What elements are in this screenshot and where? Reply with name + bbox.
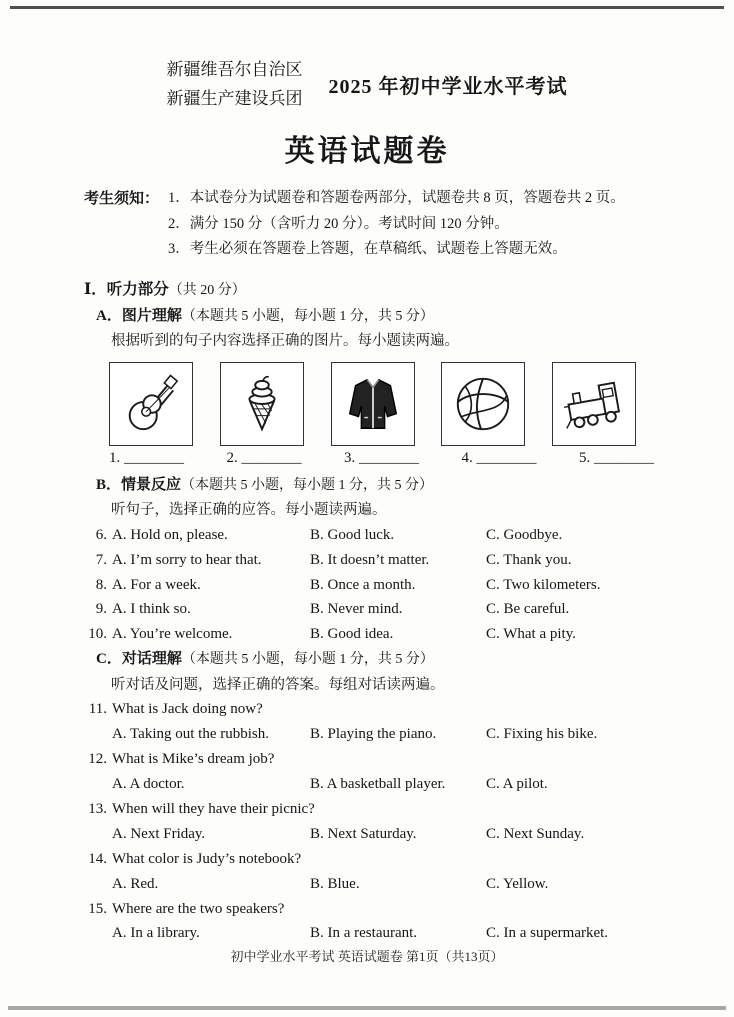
part-a-title: A．图片理解: [96, 307, 182, 324]
part-b-heading: [96, 473, 650, 499]
option-c: C. Goodbye.: [486, 526, 563, 543]
question-number: 11.: [88, 701, 107, 718]
option-b: B. A basketball player.: [310, 776, 446, 793]
option-c: C. In a supermarket.: [486, 925, 609, 942]
option-a: A. Red.: [112, 875, 159, 892]
section-1-title: Ⅰ．听力部分: [84, 281, 169, 299]
question-number: 9.: [95, 601, 107, 618]
question-row-10: [84, 622, 650, 647]
question-number: 8.: [95, 576, 107, 593]
question-row-9: [84, 597, 650, 622]
part-c-heading: [96, 647, 650, 673]
question-number: 7.: [95, 551, 107, 568]
option-a: A. Hold on, please.: [112, 526, 228, 543]
volleyball-icon: [452, 373, 514, 435]
option-a: A. A doctor.: [112, 776, 185, 793]
section-1-heading: [84, 277, 650, 303]
option-b: B. Next Saturday.: [310, 825, 417, 842]
option-b: B. In a restaurant.: [310, 925, 418, 942]
picture-options-row: [109, 362, 636, 446]
part-b-points: （本题共 5 小题，每小题 1 分，共 5 分）: [181, 477, 434, 493]
option-a: A. In a library.: [112, 925, 200, 942]
notice-item: 1．本试卷分为试题卷和答题卷两部分，试题卷共 8 页，答题卷共 2 页。: [168, 189, 625, 206]
option-a: A. For a week.: [112, 576, 201, 593]
question-row-8: [84, 573, 650, 598]
options-row-12: [84, 772, 650, 797]
question-row-13: [84, 797, 650, 822]
answer-blank-1: 1. ________: [109, 449, 184, 466]
question-text: What color is Judy’s notebook?: [112, 850, 302, 867]
picture-option-2: [220, 362, 304, 446]
option-b: B. Blue.: [310, 875, 360, 892]
part-c-instruction: 听对话及问题，选择正确的答案。每组对话读两遍。: [111, 676, 445, 693]
notice-item: 3．考生必须在答题卷上答题，在草稿纸、试题卷上答题无效。: [168, 241, 567, 258]
org-line-2: 新疆生产建设兵团: [166, 88, 303, 108]
question-row-15: [84, 897, 650, 922]
part-b-title: B．情景反应: [96, 476, 182, 493]
part-a-heading: [96, 304, 650, 330]
paper-title: 英语试题卷: [284, 134, 450, 168]
question-text: Where are the two speakers?: [112, 900, 285, 917]
option-a: A. Next Friday.: [112, 825, 206, 842]
page-footer: 初中学业水平考试 英语试题卷 第1页（共13页）: [230, 949, 504, 964]
scan-edge-bottom: [8, 1006, 726, 1010]
guitar-icon: [120, 373, 182, 435]
options-row-13: [84, 822, 650, 847]
notice-label: 考生须知：: [84, 190, 160, 207]
question-number: 6.: [95, 526, 107, 543]
picture-answer-blanks: [109, 450, 654, 467]
answer-blank-4: 4. ________: [461, 449, 537, 466]
question-text: What is Jack doing now?: [112, 701, 263, 718]
train-icon: [563, 373, 625, 435]
option-c: C. Thank you.: [486, 551, 572, 568]
option-a: A. I’m sorry to hear that.: [112, 551, 262, 568]
picture-option-5: [552, 362, 636, 446]
question-row-7: [84, 548, 650, 573]
question-number: 10.: [88, 626, 107, 643]
issuing-organizations: [167, 56, 303, 114]
answer-blank-2: 2. ________: [226, 449, 302, 466]
option-c: C. Two kilometers.: [486, 576, 601, 593]
scan-edge-top: [10, 6, 724, 9]
picture-option-3: [331, 362, 415, 446]
ice-cream-icon: [231, 373, 293, 435]
part-c-points: （本题共 5 小题，每小题 1 分，共 5 分）: [181, 652, 434, 668]
option-b: B. Good luck.: [310, 526, 395, 543]
option-b: B. It doesn’t matter.: [310, 551, 430, 568]
jacket-icon: [342, 373, 404, 435]
part-a-points: （本题共 5 小题，每小题 1 分，共 5 分）: [181, 308, 434, 324]
question-text: What is Mike’s dream job?: [112, 751, 275, 768]
question-number: 15.: [88, 900, 107, 917]
question-row-6: [84, 523, 650, 548]
question-number: 12.: [88, 751, 107, 768]
option-b: B. Good idea.: [310, 626, 394, 643]
option-c: C. Fixing his bike.: [486, 726, 598, 743]
answer-blank-5: 5. ________: [579, 449, 654, 466]
option-c: C. A pilot.: [486, 776, 548, 793]
question-number: 13.: [88, 800, 107, 817]
question-row-14: [84, 847, 650, 872]
option-b: B. Never mind.: [310, 601, 403, 618]
part-b-instruction: 听句子，选择正确的应答。每小题读两遍。: [111, 502, 387, 519]
question-text: When will they have their picnic?: [112, 800, 315, 817]
org-line-1: 新疆维吾尔自治区: [166, 60, 303, 79]
option-a: A. You’re welcome.: [112, 626, 233, 643]
option-c: C. Yellow.: [486, 875, 549, 892]
option-b: B. Once a month.: [310, 576, 416, 593]
option-c: C. Be careful.: [486, 601, 570, 618]
section-1-points: （共 20 分）: [168, 283, 246, 299]
exam-title: 2025 年初中学业水平考试: [328, 76, 568, 99]
options-row-15: [84, 921, 650, 946]
part-a-instruction: 根据听到的句子内容选择正确的图片。每小题读两遍。: [111, 333, 459, 350]
question-number: 14.: [88, 850, 107, 867]
option-c: C. Next Sunday.: [486, 825, 585, 842]
option-b: B. Playing the piano.: [310, 726, 437, 743]
option-c: C. What a pity.: [486, 626, 576, 643]
question-row-11: [84, 697, 650, 722]
candidate-notice: [84, 186, 650, 263]
notice-item: 2．满分 150 分（含听力 20 分）。考试时间 120 分钟。: [168, 215, 509, 232]
exam-header: [84, 56, 650, 114]
answer-blank-3: 3. ________: [344, 449, 419, 466]
picture-option-1: [109, 362, 193, 446]
options-row-11: [84, 722, 650, 747]
notice-items: [168, 186, 650, 263]
picture-option-4: [441, 362, 525, 446]
option-a: A. I think so.: [112, 601, 191, 618]
part-c-title: C．对话理解: [96, 651, 182, 668]
question-row-12: [84, 747, 650, 772]
option-a: A. Taking out the rubbish.: [112, 726, 269, 743]
options-row-14: [84, 872, 650, 897]
